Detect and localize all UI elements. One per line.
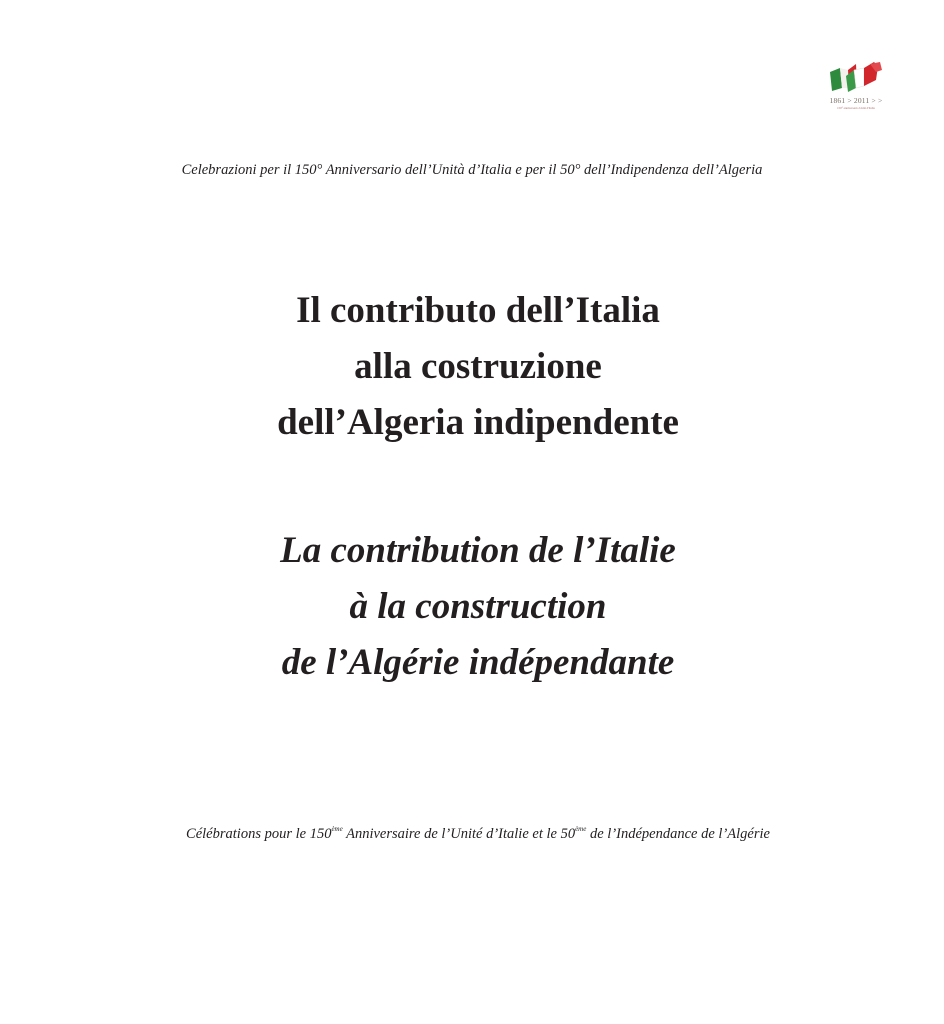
italian-title-line: alla costruzione [354, 346, 602, 387]
french-title-line: à la construction [349, 586, 607, 627]
french-title-line: La contribution de l’Italie [280, 530, 676, 571]
footer-text-part: de l’Indépendance de l’Algérie [586, 826, 770, 842]
logo-subtitle: 150° anniversario Unità d'Italia [837, 106, 875, 110]
italy-flag-icon [826, 58, 886, 96]
french-title [0, 523, 944, 691]
italian-title [0, 283, 944, 451]
logo-years: 1861 > 2011 > > [829, 96, 883, 105]
header-celebration-text: Celebrazioni per il 150° Anniversario dell’Unità d’Italia e per il 50° dell’Indipendenza dell’Algeria [181, 162, 763, 178]
footer-text-part: Célébrations pour le 150 [186, 826, 332, 842]
footer-text-part: Anniversaire de l’Unité d’Italie et le 50 [342, 826, 576, 842]
footer-superscript: ème [331, 825, 343, 833]
footer-superscript: ème [575, 825, 587, 833]
anniversary-logo [826, 58, 886, 112]
italian-title-line: dell’Algeria indipendente [277, 402, 679, 443]
italian-title-line: Il contributo dell’Italia [296, 290, 660, 331]
french-title-line: de l’Algérie indépendante [281, 642, 675, 683]
footer-celebration-text [0, 824, 944, 844]
